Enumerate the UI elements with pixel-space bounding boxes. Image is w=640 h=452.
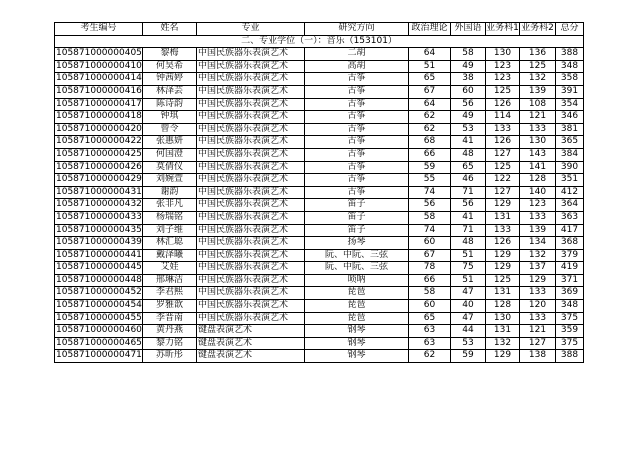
cell-total: 412 bbox=[556, 186, 584, 199]
cell-subject-1: 131 bbox=[486, 211, 520, 224]
cell-foreign-language: 51 bbox=[451, 249, 486, 262]
cell-major: 中国民族器乐表演艺术 bbox=[197, 237, 305, 250]
cell-total: 368 bbox=[556, 237, 584, 250]
cell-politics: 66 bbox=[409, 148, 451, 161]
cell-subject-1: 114 bbox=[486, 111, 520, 124]
cell-subject-1: 131 bbox=[486, 325, 520, 338]
cell-name: 苏昕彤 bbox=[143, 350, 197, 363]
cell-major: 中国民族器乐表演艺术 bbox=[197, 300, 305, 313]
cell-major: 中国民族器乐表演艺术 bbox=[197, 224, 305, 237]
cell-exam-id: 105871000000431 bbox=[55, 186, 143, 199]
cell-subject-2: 127 bbox=[520, 337, 556, 350]
cell-total: 384 bbox=[556, 148, 584, 161]
cell-politics: 59 bbox=[409, 161, 451, 174]
cell-subject-2: 132 bbox=[520, 73, 556, 86]
cell-foreign-language: 56 bbox=[451, 199, 486, 212]
cell-politics: 58 bbox=[409, 211, 451, 224]
cell-direction: 古筝 bbox=[305, 186, 409, 199]
cell-total: 351 bbox=[556, 174, 584, 187]
cell-total: 365 bbox=[556, 136, 584, 149]
cell-major: 中国民族器乐表演艺术 bbox=[197, 174, 305, 187]
cell-subject-2: 137 bbox=[520, 262, 556, 275]
column-header: 研究方向 bbox=[305, 23, 409, 36]
cell-exam-id: 105871000000420 bbox=[55, 123, 143, 136]
cell-politics: 74 bbox=[409, 224, 451, 237]
cell-subject-1: 126 bbox=[486, 237, 520, 250]
cell-foreign-language: 44 bbox=[451, 325, 486, 338]
cell-major: 中国民族器乐表演艺术 bbox=[197, 262, 305, 275]
cell-major: 中国民族器乐表演艺术 bbox=[197, 186, 305, 199]
header-row bbox=[55, 23, 584, 36]
column-header: 业务科1 bbox=[486, 23, 520, 36]
cell-politics: 64 bbox=[409, 98, 451, 111]
table-row bbox=[55, 237, 584, 250]
cell-subject-1: 123 bbox=[486, 60, 520, 73]
cell-politics: 65 bbox=[409, 73, 451, 86]
cell-major: 中国民族器乐表演艺术 bbox=[197, 148, 305, 161]
cell-major: 中国民族器乐表演艺术 bbox=[197, 85, 305, 98]
cell-total: 354 bbox=[556, 98, 584, 111]
table-row bbox=[55, 300, 584, 313]
cell-major: 中国民族器乐表演艺术 bbox=[197, 249, 305, 262]
table-row bbox=[55, 337, 584, 350]
cell-major: 中国民族器乐表演艺术 bbox=[197, 111, 305, 124]
cell-subject-1: 126 bbox=[486, 136, 520, 149]
cell-exam-id: 105871000000465 bbox=[55, 337, 143, 350]
cell-exam-id: 105871000000425 bbox=[55, 148, 143, 161]
cell-direction: 琵琶 bbox=[305, 287, 409, 300]
cell-name: 钟茜婷 bbox=[143, 73, 197, 86]
cell-direction: 钢琴 bbox=[305, 325, 409, 338]
cell-subject-2: 125 bbox=[520, 60, 556, 73]
section-title: 二、专业学位（一）：音乐（153101） bbox=[55, 35, 584, 48]
cell-major: 键盘表演艺术 bbox=[197, 325, 305, 338]
cell-direction: 古筝 bbox=[305, 98, 409, 111]
cell-politics: 67 bbox=[409, 249, 451, 262]
cell-exam-id: 105871000000439 bbox=[55, 237, 143, 250]
cell-subject-1: 122 bbox=[486, 174, 520, 187]
cell-subject-2: 133 bbox=[520, 123, 556, 136]
cell-exam-id: 105871000000448 bbox=[55, 274, 143, 287]
cell-name: 何昊希 bbox=[143, 60, 197, 73]
table-row bbox=[55, 85, 584, 98]
cell-total: 388 bbox=[556, 350, 584, 363]
cell-total: 348 bbox=[556, 300, 584, 313]
cell-subject-1: 125 bbox=[486, 274, 520, 287]
cell-name: 谢韵 bbox=[143, 186, 197, 199]
cell-total: 348 bbox=[556, 60, 584, 73]
cell-direction: 钢琴 bbox=[305, 337, 409, 350]
cell-major: 中国民族器乐表演艺术 bbox=[197, 48, 305, 61]
cell-total: 375 bbox=[556, 312, 584, 325]
cell-exam-id: 105871000000433 bbox=[55, 211, 143, 224]
cell-name: 黄丹燕 bbox=[143, 325, 197, 338]
cell-politics: 68 bbox=[409, 136, 451, 149]
column-header: 专业 bbox=[197, 23, 305, 36]
cell-foreign-language: 71 bbox=[451, 224, 486, 237]
column-header: 姓名 bbox=[143, 23, 197, 36]
cell-name: 黎梅 bbox=[143, 48, 197, 61]
table-row bbox=[55, 186, 584, 199]
cell-direction: 古筝 bbox=[305, 73, 409, 86]
cell-foreign-language: 48 bbox=[451, 148, 486, 161]
cell-foreign-language: 41 bbox=[451, 136, 486, 149]
table-row bbox=[55, 224, 584, 237]
cell-subject-2: 123 bbox=[520, 199, 556, 212]
table-row bbox=[55, 98, 584, 111]
cell-subject-1: 129 bbox=[486, 262, 520, 275]
column-header: 总分 bbox=[556, 23, 584, 36]
table-row bbox=[55, 136, 584, 149]
cell-direction: 古筝 bbox=[305, 148, 409, 161]
cell-foreign-language: 60 bbox=[451, 85, 486, 98]
cell-major: 中国民族器乐表演艺术 bbox=[197, 60, 305, 73]
cell-total: 369 bbox=[556, 287, 584, 300]
cell-subject-1: 127 bbox=[486, 148, 520, 161]
cell-subject-1: 125 bbox=[486, 85, 520, 98]
cell-subject-1: 129 bbox=[486, 350, 520, 363]
cell-subject-2: 133 bbox=[520, 312, 556, 325]
cell-subject-2: 134 bbox=[520, 237, 556, 250]
cell-politics: 62 bbox=[409, 350, 451, 363]
score-table-container bbox=[54, 22, 584, 363]
cell-name: 林泽芸 bbox=[143, 85, 197, 98]
cell-name: 莫倩仪 bbox=[143, 161, 197, 174]
table-row bbox=[55, 73, 584, 86]
table-row bbox=[55, 48, 584, 61]
cell-name: 曾令 bbox=[143, 123, 197, 136]
cell-exam-id: 105871000000460 bbox=[55, 325, 143, 338]
cell-politics: 55 bbox=[409, 174, 451, 187]
cell-politics: 63 bbox=[409, 337, 451, 350]
cell-subject-1: 129 bbox=[486, 199, 520, 212]
cell-total: 417 bbox=[556, 224, 584, 237]
table-row bbox=[55, 249, 584, 262]
cell-exam-id: 105871000000455 bbox=[55, 312, 143, 325]
cell-direction: 古筝 bbox=[305, 111, 409, 124]
cell-foreign-language: 58 bbox=[451, 48, 486, 61]
cell-subject-1: 125 bbox=[486, 161, 520, 174]
cell-name: 艾娃 bbox=[143, 262, 197, 275]
table-row bbox=[55, 262, 584, 275]
cell-politics: 67 bbox=[409, 85, 451, 98]
cell-exam-id: 105871000000471 bbox=[55, 350, 143, 363]
cell-subject-1: 127 bbox=[486, 186, 520, 199]
cell-subject-2: 136 bbox=[520, 48, 556, 61]
table-row bbox=[55, 111, 584, 124]
cell-foreign-language: 56 bbox=[451, 98, 486, 111]
cell-total: 388 bbox=[556, 48, 584, 61]
cell-subject-1: 126 bbox=[486, 98, 520, 111]
cell-direction: 琵琶 bbox=[305, 312, 409, 325]
cell-total: 391 bbox=[556, 85, 584, 98]
cell-name: 杨瑞铭 bbox=[143, 211, 197, 224]
table-row bbox=[55, 148, 584, 161]
cell-total: 371 bbox=[556, 274, 584, 287]
cell-subject-2: 130 bbox=[520, 136, 556, 149]
cell-direction: 钢琴 bbox=[305, 350, 409, 363]
cell-politics: 62 bbox=[409, 111, 451, 124]
cell-politics: 60 bbox=[409, 300, 451, 313]
cell-name: 黎力铭 bbox=[143, 337, 197, 350]
cell-exam-id: 105871000000417 bbox=[55, 98, 143, 111]
section-row bbox=[55, 35, 584, 48]
cell-total: 358 bbox=[556, 73, 584, 86]
cell-name: 罗雅歆 bbox=[143, 300, 197, 313]
cell-total: 359 bbox=[556, 325, 584, 338]
cell-direction: 扬琴 bbox=[305, 237, 409, 250]
cell-name: 张惠妍 bbox=[143, 136, 197, 149]
cell-foreign-language: 49 bbox=[451, 111, 486, 124]
cell-direction: 阮、中阮、三弦 bbox=[305, 249, 409, 262]
score-table bbox=[54, 22, 584, 363]
cell-politics: 58 bbox=[409, 287, 451, 300]
cell-direction: 唢呐 bbox=[305, 274, 409, 287]
cell-subject-2: 133 bbox=[520, 287, 556, 300]
cell-subject-2: 121 bbox=[520, 325, 556, 338]
cell-subject-1: 130 bbox=[486, 48, 520, 61]
cell-foreign-language: 47 bbox=[451, 287, 486, 300]
cell-exam-id: 105871000000441 bbox=[55, 249, 143, 262]
cell-subject-2: 140 bbox=[520, 186, 556, 199]
cell-subject-1: 129 bbox=[486, 249, 520, 262]
cell-name: 刘婉萱 bbox=[143, 174, 197, 187]
cell-politics: 65 bbox=[409, 312, 451, 325]
cell-total: 381 bbox=[556, 123, 584, 136]
cell-exam-id: 105871000000410 bbox=[55, 60, 143, 73]
cell-name: 钟琪 bbox=[143, 111, 197, 124]
cell-subject-2: 120 bbox=[520, 300, 556, 313]
cell-major: 中国民族器乐表演艺术 bbox=[197, 161, 305, 174]
cell-politics: 56 bbox=[409, 199, 451, 212]
cell-major: 中国民族器乐表演艺术 bbox=[197, 211, 305, 224]
cell-name: 邢琳洁 bbox=[143, 274, 197, 287]
cell-subject-1: 128 bbox=[486, 300, 520, 313]
cell-direction: 笛子 bbox=[305, 211, 409, 224]
table-row bbox=[55, 123, 584, 136]
cell-total: 375 bbox=[556, 337, 584, 350]
cell-direction: 古筝 bbox=[305, 85, 409, 98]
cell-foreign-language: 75 bbox=[451, 262, 486, 275]
cell-subject-1: 132 bbox=[486, 337, 520, 350]
cell-subject-2: 129 bbox=[520, 274, 556, 287]
cell-foreign-language: 47 bbox=[451, 312, 486, 325]
cell-direction: 古筝 bbox=[305, 174, 409, 187]
table-row bbox=[55, 325, 584, 338]
cell-exam-id: 105871000000418 bbox=[55, 111, 143, 124]
cell-major: 中国民族器乐表演艺术 bbox=[197, 199, 305, 212]
cell-exam-id: 105871000000416 bbox=[55, 85, 143, 98]
cell-exam-id: 105871000000454 bbox=[55, 300, 143, 313]
cell-direction: 高胡 bbox=[305, 60, 409, 73]
cell-politics: 51 bbox=[409, 60, 451, 73]
cell-name: 李晋南 bbox=[143, 312, 197, 325]
cell-name: 刘子维 bbox=[143, 224, 197, 237]
cell-foreign-language: 49 bbox=[451, 60, 486, 73]
table-row bbox=[55, 161, 584, 174]
cell-subject-2: 143 bbox=[520, 148, 556, 161]
cell-subject-1: 133 bbox=[486, 224, 520, 237]
cell-politics: 63 bbox=[409, 325, 451, 338]
cell-subject-2: 139 bbox=[520, 224, 556, 237]
cell-major: 键盘表演艺术 bbox=[197, 337, 305, 350]
cell-direction: 笛子 bbox=[305, 199, 409, 212]
cell-direction: 古筝 bbox=[305, 123, 409, 136]
column-header: 外国语 bbox=[451, 23, 486, 36]
cell-exam-id: 105871000000435 bbox=[55, 224, 143, 237]
cell-direction: 阮、中阮、三弦 bbox=[305, 262, 409, 275]
cell-politics: 62 bbox=[409, 123, 451, 136]
cell-total: 364 bbox=[556, 199, 584, 212]
cell-foreign-language: 51 bbox=[451, 274, 486, 287]
cell-subject-2: 108 bbox=[520, 98, 556, 111]
cell-foreign-language: 71 bbox=[451, 186, 486, 199]
table-row bbox=[55, 287, 584, 300]
table-row bbox=[55, 211, 584, 224]
cell-major: 键盘表演艺术 bbox=[197, 350, 305, 363]
cell-direction: 古筝 bbox=[305, 161, 409, 174]
cell-major: 中国民族器乐表演艺术 bbox=[197, 312, 305, 325]
cell-name: 何国澄 bbox=[143, 148, 197, 161]
cell-politics: 60 bbox=[409, 237, 451, 250]
cell-total: 379 bbox=[556, 249, 584, 262]
cell-exam-id: 105871000000422 bbox=[55, 136, 143, 149]
cell-politics: 66 bbox=[409, 274, 451, 287]
cell-foreign-language: 40 bbox=[451, 300, 486, 313]
cell-subject-2: 133 bbox=[520, 211, 556, 224]
cell-politics: 78 bbox=[409, 262, 451, 275]
cell-direction: 琵琶 bbox=[305, 300, 409, 313]
table-row bbox=[55, 312, 584, 325]
table-row bbox=[55, 350, 584, 363]
table-row bbox=[55, 199, 584, 212]
cell-foreign-language: 53 bbox=[451, 123, 486, 136]
cell-total: 419 bbox=[556, 262, 584, 275]
column-header: 政治理论 bbox=[409, 23, 451, 36]
cell-foreign-language: 65 bbox=[451, 161, 486, 174]
cell-name: 陈诗韵 bbox=[143, 98, 197, 111]
cell-exam-id: 105871000000405 bbox=[55, 48, 143, 61]
cell-name: 林汇聪 bbox=[143, 237, 197, 250]
cell-exam-id: 105871000000445 bbox=[55, 262, 143, 275]
column-header: 考生编号 bbox=[55, 23, 143, 36]
cell-foreign-language: 41 bbox=[451, 211, 486, 224]
cell-subject-1: 130 bbox=[486, 312, 520, 325]
cell-foreign-language: 48 bbox=[451, 237, 486, 250]
cell-politics: 74 bbox=[409, 186, 451, 199]
cell-exam-id: 105871000000429 bbox=[55, 174, 143, 187]
cell-subject-2: 139 bbox=[520, 85, 556, 98]
cell-total: 363 bbox=[556, 211, 584, 224]
cell-subject-2: 128 bbox=[520, 174, 556, 187]
cell-major: 中国民族器乐表演艺术 bbox=[197, 73, 305, 86]
cell-total: 346 bbox=[556, 111, 584, 124]
cell-direction: 古筝 bbox=[305, 136, 409, 149]
cell-major: 中国民族器乐表演艺术 bbox=[197, 287, 305, 300]
cell-name: 戴泽曦 bbox=[143, 249, 197, 262]
cell-subject-1: 133 bbox=[486, 123, 520, 136]
cell-subject-2: 141 bbox=[520, 161, 556, 174]
cell-exam-id: 105871000000426 bbox=[55, 161, 143, 174]
table-row bbox=[55, 274, 584, 287]
cell-total: 390 bbox=[556, 161, 584, 174]
cell-major: 中国民族器乐表演艺术 bbox=[197, 136, 305, 149]
cell-name: 李君熙 bbox=[143, 287, 197, 300]
cell-major: 中国民族器乐表演艺术 bbox=[197, 123, 305, 136]
cell-name: 张非凡 bbox=[143, 199, 197, 212]
cell-direction: 笛子 bbox=[305, 224, 409, 237]
cell-foreign-language: 59 bbox=[451, 350, 486, 363]
cell-major: 中国民族器乐表演艺术 bbox=[197, 98, 305, 111]
cell-exam-id: 105871000000432 bbox=[55, 199, 143, 212]
cell-exam-id: 105871000000452 bbox=[55, 287, 143, 300]
cell-subject-1: 131 bbox=[486, 287, 520, 300]
cell-foreign-language: 53 bbox=[451, 337, 486, 350]
cell-subject-1: 123 bbox=[486, 73, 520, 86]
cell-exam-id: 105871000000414 bbox=[55, 73, 143, 86]
cell-politics: 64 bbox=[409, 48, 451, 61]
cell-direction: 二胡 bbox=[305, 48, 409, 61]
cell-subject-2: 121 bbox=[520, 111, 556, 124]
cell-subject-2: 132 bbox=[520, 249, 556, 262]
table-row bbox=[55, 60, 584, 73]
cell-foreign-language: 46 bbox=[451, 174, 486, 187]
table-row bbox=[55, 174, 584, 187]
cell-major: 中国民族器乐表演艺术 bbox=[197, 274, 305, 287]
cell-subject-2: 138 bbox=[520, 350, 556, 363]
cell-foreign-language: 38 bbox=[451, 73, 486, 86]
column-header: 业务科2 bbox=[520, 23, 556, 36]
